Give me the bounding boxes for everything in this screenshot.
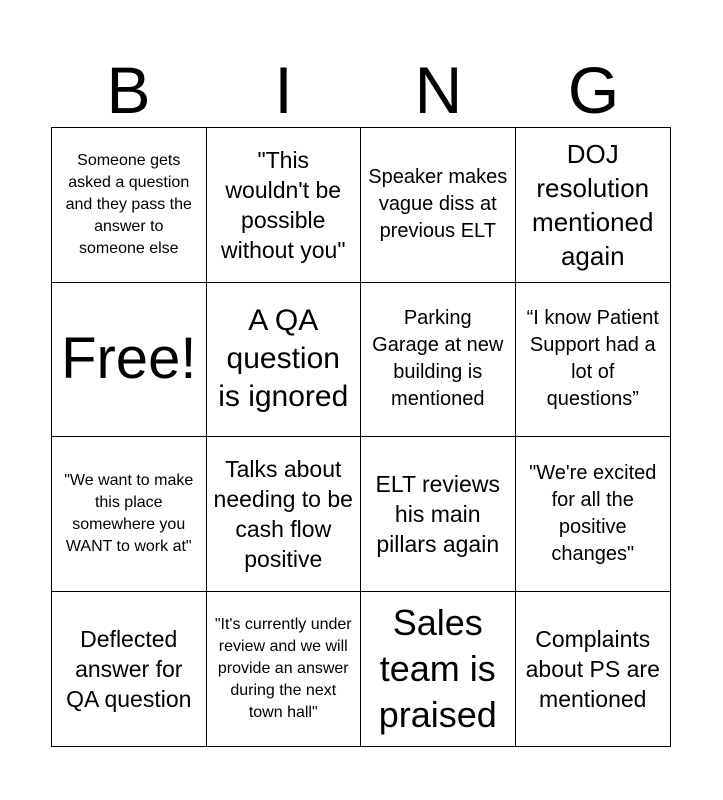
bingo-cell-r3c4[interactable] <box>516 437 671 592</box>
bingo-cell-r1c1[interactable] <box>52 128 207 283</box>
cell-text: Sales team is praised <box>378 601 497 735</box>
bingo-cell-r4c1[interactable] <box>52 592 207 747</box>
bingo-cell-r1c4[interactable] <box>516 128 671 283</box>
cell-text: ELT reviews his main pillars again <box>375 470 500 557</box>
cell-text: "We want to make this place somewhere you WANT to work at" <box>64 471 194 555</box>
cell-text: Parking Garage at new building is mentioned <box>372 307 504 411</box>
cell-text: A QA question is ignored <box>218 304 349 414</box>
bingo-cell-r3c1[interactable] <box>52 437 207 592</box>
cell-text: "This wouldn't be possible without you" <box>220 146 346 263</box>
cell-text: Talks about needing to be cash flow positive <box>213 455 353 572</box>
cell-text: Deflected answer for QA question <box>66 625 192 712</box>
cell-text: Free! <box>61 326 197 392</box>
bingo-cell-r1c3[interactable] <box>361 128 516 283</box>
bingo-cell-r4c2[interactable] <box>207 592 362 747</box>
bingo-cell-r4c4[interactable] <box>516 592 671 747</box>
header-letter-b: B <box>106 53 151 127</box>
bingo-cell-r4c3[interactable] <box>361 592 516 747</box>
cell-text: DOJ resolution mentioned again <box>532 138 654 271</box>
bingo-cell-r3c3[interactable] <box>361 437 516 592</box>
cell-text: Speaker makes vague diss at previous ELT <box>368 166 508 243</box>
bingo-cell-r1c2[interactable] <box>207 128 362 283</box>
bingo-cell-r3c2[interactable] <box>207 437 362 592</box>
bingo-cell-r2c2[interactable] <box>207 283 362 438</box>
header-letter-i: I <box>274 53 293 127</box>
cell-text: "It's currently under review and we will provide an answer during the next town hall" <box>214 615 352 721</box>
bingo-cell-free[interactable] <box>52 283 207 438</box>
header-letter-g: G <box>567 53 620 127</box>
cell-text: Complaints about PS are mentioned <box>525 625 660 712</box>
bingo-cell-r2c3[interactable] <box>361 283 516 438</box>
cell-text: "We're excited for all the positive changes" <box>529 461 657 565</box>
cell-text: “I know Patient Support had a lot of questions” <box>526 307 659 411</box>
header-letter-n: N <box>414 53 463 127</box>
bingo-header <box>51 52 671 128</box>
bingo-board <box>51 127 671 747</box>
cell-text: Someone gets asked a question and they pass the answer to someone else <box>65 151 192 257</box>
bingo-cell-r2c4[interactable] <box>516 283 671 438</box>
